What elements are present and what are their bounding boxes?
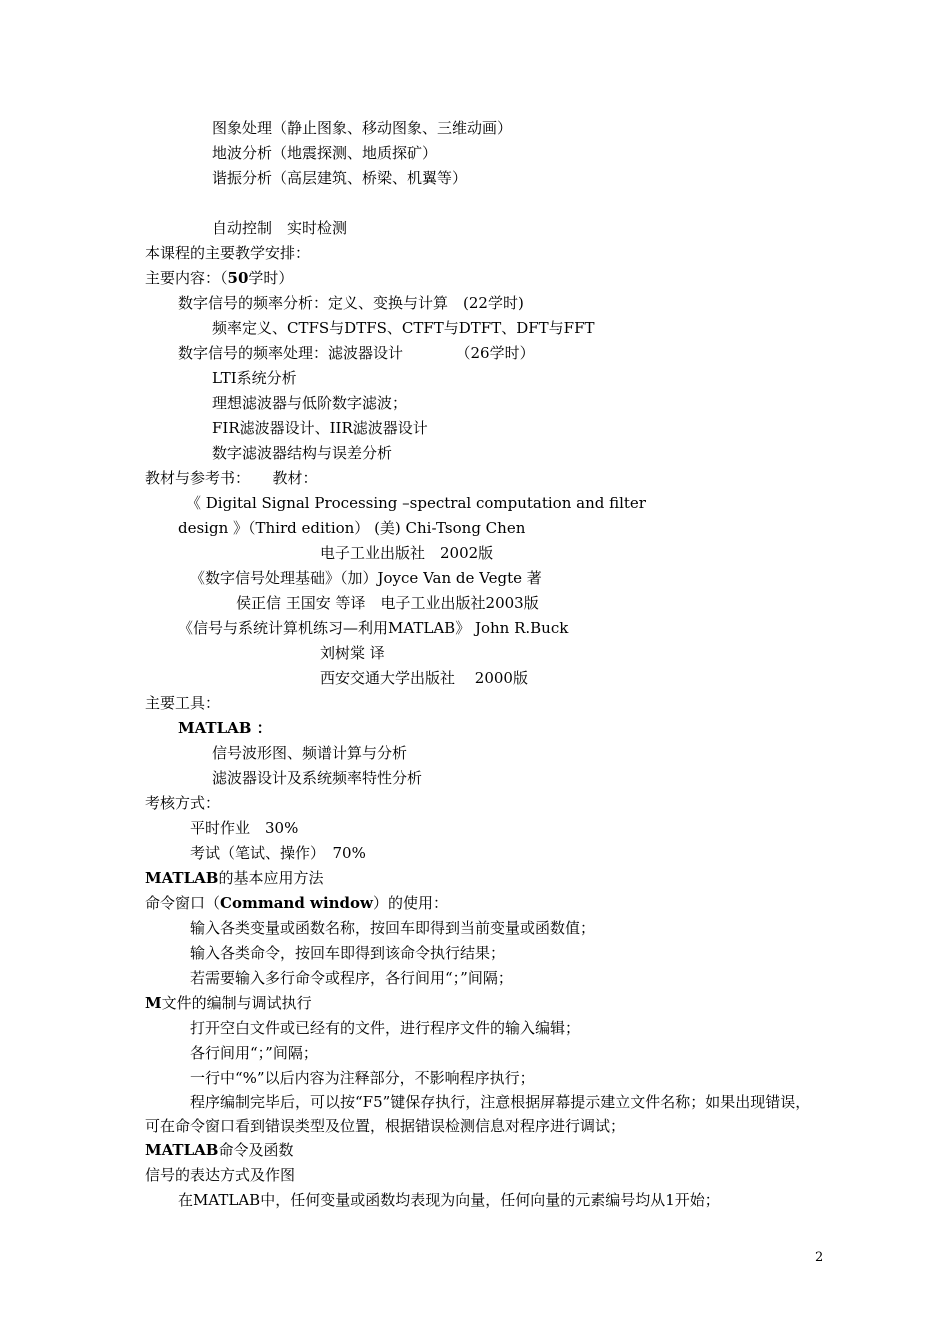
text-line: 信号波形图、频谱计算与分析	[212, 744, 408, 762]
page-number: 2	[815, 1250, 824, 1265]
text-line: 若需要输入多行命令或程序，各行间用“；”间隔；	[190, 969, 513, 987]
text-line: 在MATLAB中，任何变量或函数均表现为向量，任何向量的元素编号均从1开始；	[178, 1191, 720, 1209]
text-line: 数字信号的频率处理：滤波器设计 （26学时）	[178, 344, 535, 362]
text-line: 主要内容：（50学时）	[145, 269, 294, 287]
section-heading: 主要工具：	[145, 694, 221, 712]
text-line: 图象处理（静止图象、移动图象、三维动画）	[212, 119, 513, 137]
text-line: 命令窗口（Command window）的使用：	[145, 894, 448, 912]
text-line: 滤波器设计及系统频率特性分析	[212, 769, 423, 787]
section-heading: M文件的编制与调试执行	[145, 994, 312, 1012]
text-line: 侯正信 王国安 等译 电子工业出版社2003版	[236, 594, 539, 612]
text-line: 数字滤波器结构与误差分析	[212, 444, 393, 462]
text-line: 数字信号的频率分析：定义、变换与计算 (22学时)	[178, 294, 524, 312]
text-line: 刘树棠 译	[320, 644, 385, 662]
paragraph: 程序编制完毕后，可以按“F5”键保存执行，注意根据屏幕提示建立文件名称；如果出现错误，可在命令窗口看到错误类型及位置，根据错误检测信息对程序进行调试；	[145, 1093, 811, 1135]
text-line: 《 Digital Signal Processing –spectral computation and filter	[186, 494, 646, 512]
text-line: 输入各类变量或函数名称，按回车即得到当前变量或函数值；	[190, 919, 596, 937]
text-line: 西安交通大学出版社 2000版	[320, 669, 528, 687]
section-heading: MATLAB的基本应用方法	[145, 869, 324, 887]
text-line: 地波分析（地震探测、地质探矿）	[212, 144, 438, 162]
section-heading: 教材与参考书： 教材：	[145, 469, 318, 487]
text-line: 各行间用“；”间隔；	[190, 1044, 318, 1062]
text-line: 打开空白文件或已经有的文件，进行程序文件的输入编辑；	[190, 1019, 581, 1037]
text-line: 《数字信号处理基础》（加）Joyce Van de Vegte 著	[190, 569, 542, 587]
section-heading: 本课程的主要教学安排：	[145, 244, 311, 262]
text-line: design 》（Third edition） (美) Chi-Tsong Chen	[178, 519, 526, 537]
text-line: LTI系统分析	[212, 369, 297, 387]
text-line: 理想滤波器与低阶数字滤波；	[212, 394, 408, 412]
text-line: MATLAB ：	[178, 719, 272, 737]
section-heading: 信号的表达方式及作图	[145, 1166, 296, 1184]
text-line: 考试（笔试、操作） 70%	[190, 844, 366, 862]
text-line: 《信号与系统计算机练习—利用MATLAB》 John R.Buck	[178, 619, 569, 637]
text-line: 平时作业 30%	[190, 819, 299, 837]
text-line: 一行中“%”以后内容为注释部分，不影响程序执行；	[190, 1069, 535, 1087]
text-line: 输入各类命令，按回车即得到该命令执行结果；	[190, 944, 506, 962]
text-line: FIR滤波器设计、IIR滤波器设计	[212, 419, 428, 437]
text-line: 电子工业出版社 2002版	[320, 544, 494, 562]
section-heading: 考核方式：	[145, 794, 221, 812]
text-line: 谐振分析（高层建筑、桥梁、机翼等）	[212, 169, 468, 187]
text-line: 频率定义、CTFS与DTFS、CTFT与DTFT、DFT与FFT	[212, 319, 595, 337]
section-heading: MATLAB命令及函数	[145, 1141, 294, 1159]
text-line: 自动控制 实时检测	[212, 219, 348, 237]
